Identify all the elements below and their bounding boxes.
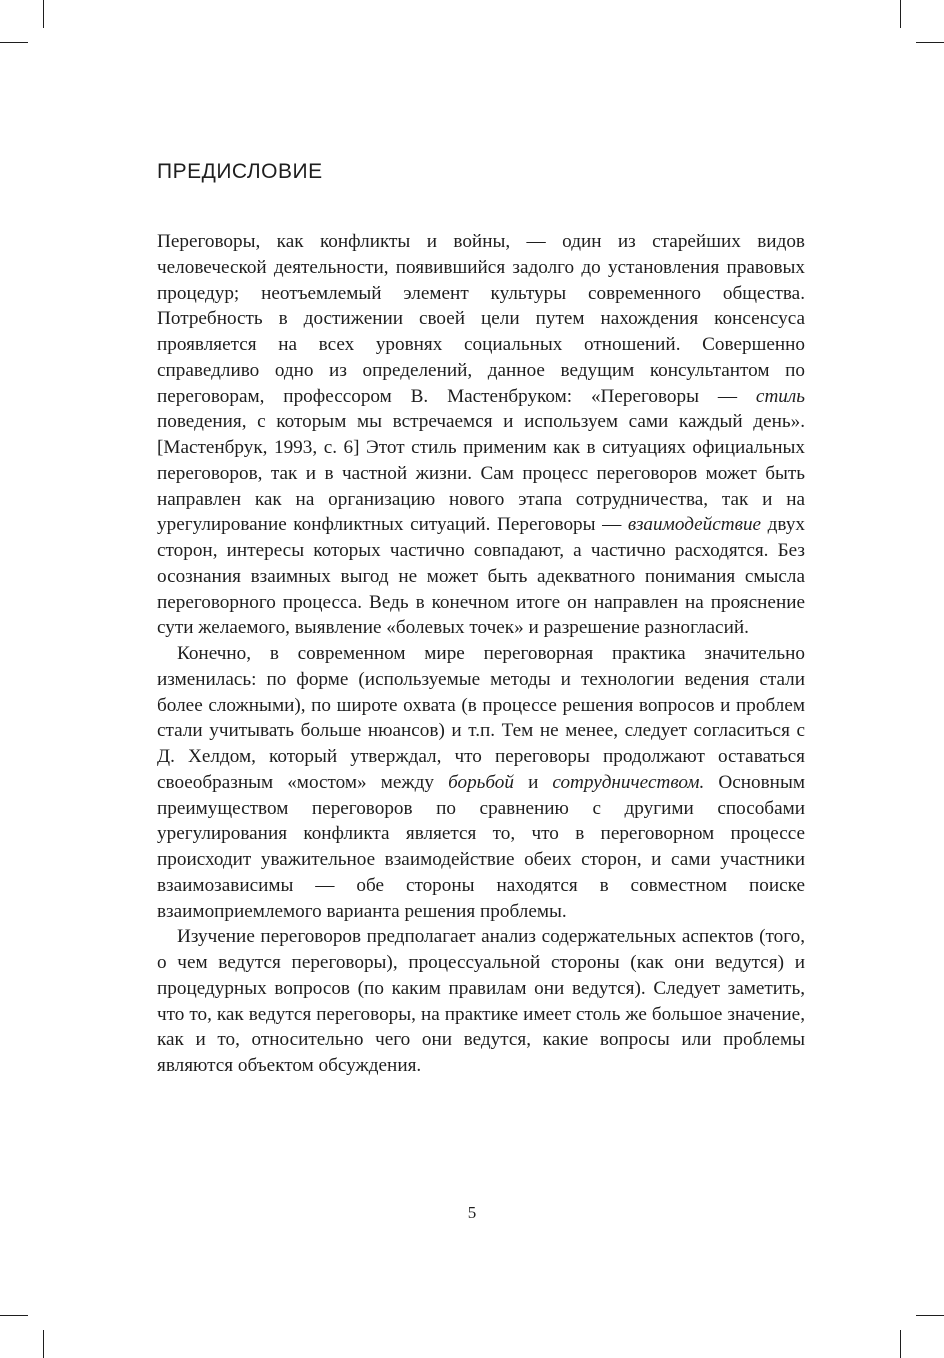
paragraph-1-emphasis-style: стиль bbox=[755, 385, 805, 407]
paragraph-2-emphasis-cooperation: сотрудничеством. bbox=[552, 771, 705, 793]
page-number: 5 bbox=[467, 1203, 477, 1222]
paragraph-1-part-2: поведения, с которым мы встречаемся и используем сами каждый день». [Мастенбрук, 1993, с. 6] Этот стиль применим как в ситуациях официальных переговоров, так и в частной жизни. Сам процесс переговоров может быть направлен как на организацию нового этапа сотрудничества, так и на урегулирование конфликтных ситуаций. Переговоры — bbox=[157, 411, 805, 536]
crop-mark-top-right-horizontal bbox=[916, 42, 944, 43]
paragraph-2-part-1: Конечно, в современном мире переговорная практика значительно изменилась: по форме (используемые методы и технологии ведения стали более сложными), по широте охвата (в процессе решения вопросов и проблем стали учитывать больше нюансов) и т.п. Тем не менее, следует согласиться с Д. Хелдом, который утверждал, что переговоры продолжают оставаться своеобразным «мостом» между bbox=[157, 643, 805, 793]
page-title: ПРЕДИСЛОВИЕ bbox=[157, 160, 323, 183]
paragraph-1-emphasis-interaction: взаимодействие bbox=[627, 514, 762, 536]
paragraph-1-part-3: двух сторон, интересы которых частично совпадают, а частично расходятся. Без осознания взаимных выгод не может быть адекватного понимания смысла переговорного процесса. Ведь в конечном итоге он направлен на прояснение сути желаемого, выявление «болевых точек» и разрешение разногласий. bbox=[157, 514, 806, 639]
paragraph-2-part-3: Основным преимуществом переговоров по сравнению с другими способами урегулирования конфликта является то, что в переговорном процессе происходит уважительное взаимодействие обеих сторон, и сами участники взаимозависимы — обе стороны находятся в совместном поиске взаимоприемлемого варианта решения проблемы. bbox=[157, 771, 805, 922]
crop-mark-bottom-right-vertical bbox=[900, 1330, 901, 1358]
paragraph-2-part-2: и bbox=[513, 771, 553, 793]
crop-mark-top-left-vertical bbox=[43, 0, 44, 28]
body-text bbox=[157, 229, 805, 1079]
crop-mark-top-left-horizontal bbox=[0, 42, 28, 43]
crop-mark-bottom-left-vertical bbox=[43, 1330, 44, 1358]
paragraph-1-part-1: Переговоры, как конфликты и войны, — один из старейших видов человеческой деятельности, появившийся задолго до установления правовых процедур; неотъемлемый элемент культуры современного общества. Потребность в достижении своей цели путем нахождения консенсуса проявляется на всех уровнях социальных отношений. Совершенно справедливо одно из определений, данное ведущим консультантом по переговорам, профессором В. Мастенбруком: «Переговоры — bbox=[157, 231, 805, 407]
crop-mark-bottom-right-horizontal bbox=[916, 1315, 944, 1316]
paragraph-1 bbox=[157, 229, 805, 641]
crop-mark-top-right-vertical bbox=[900, 0, 901, 28]
paragraph-3 bbox=[157, 924, 805, 1079]
paragraph-3-part-1: Изучение переговоров предполагает анализ содержательных аспектов (того, о чем ведутся переговоры), процессуальной стороны (как они ведутся) и процедурных вопросов (по каким правилам они ведутся). Следует заметить, что то, как ведутся переговоры, на практике имеет столь же большое значение, как и то, относительно чего они ведутся, какие вопросы или проблемы являются объектом обсуждения. bbox=[157, 926, 805, 1076]
crop-mark-bottom-left-horizontal bbox=[0, 1315, 28, 1316]
paragraph-2 bbox=[157, 641, 805, 924]
paragraph-2-emphasis-struggle: борьбой bbox=[448, 771, 514, 793]
